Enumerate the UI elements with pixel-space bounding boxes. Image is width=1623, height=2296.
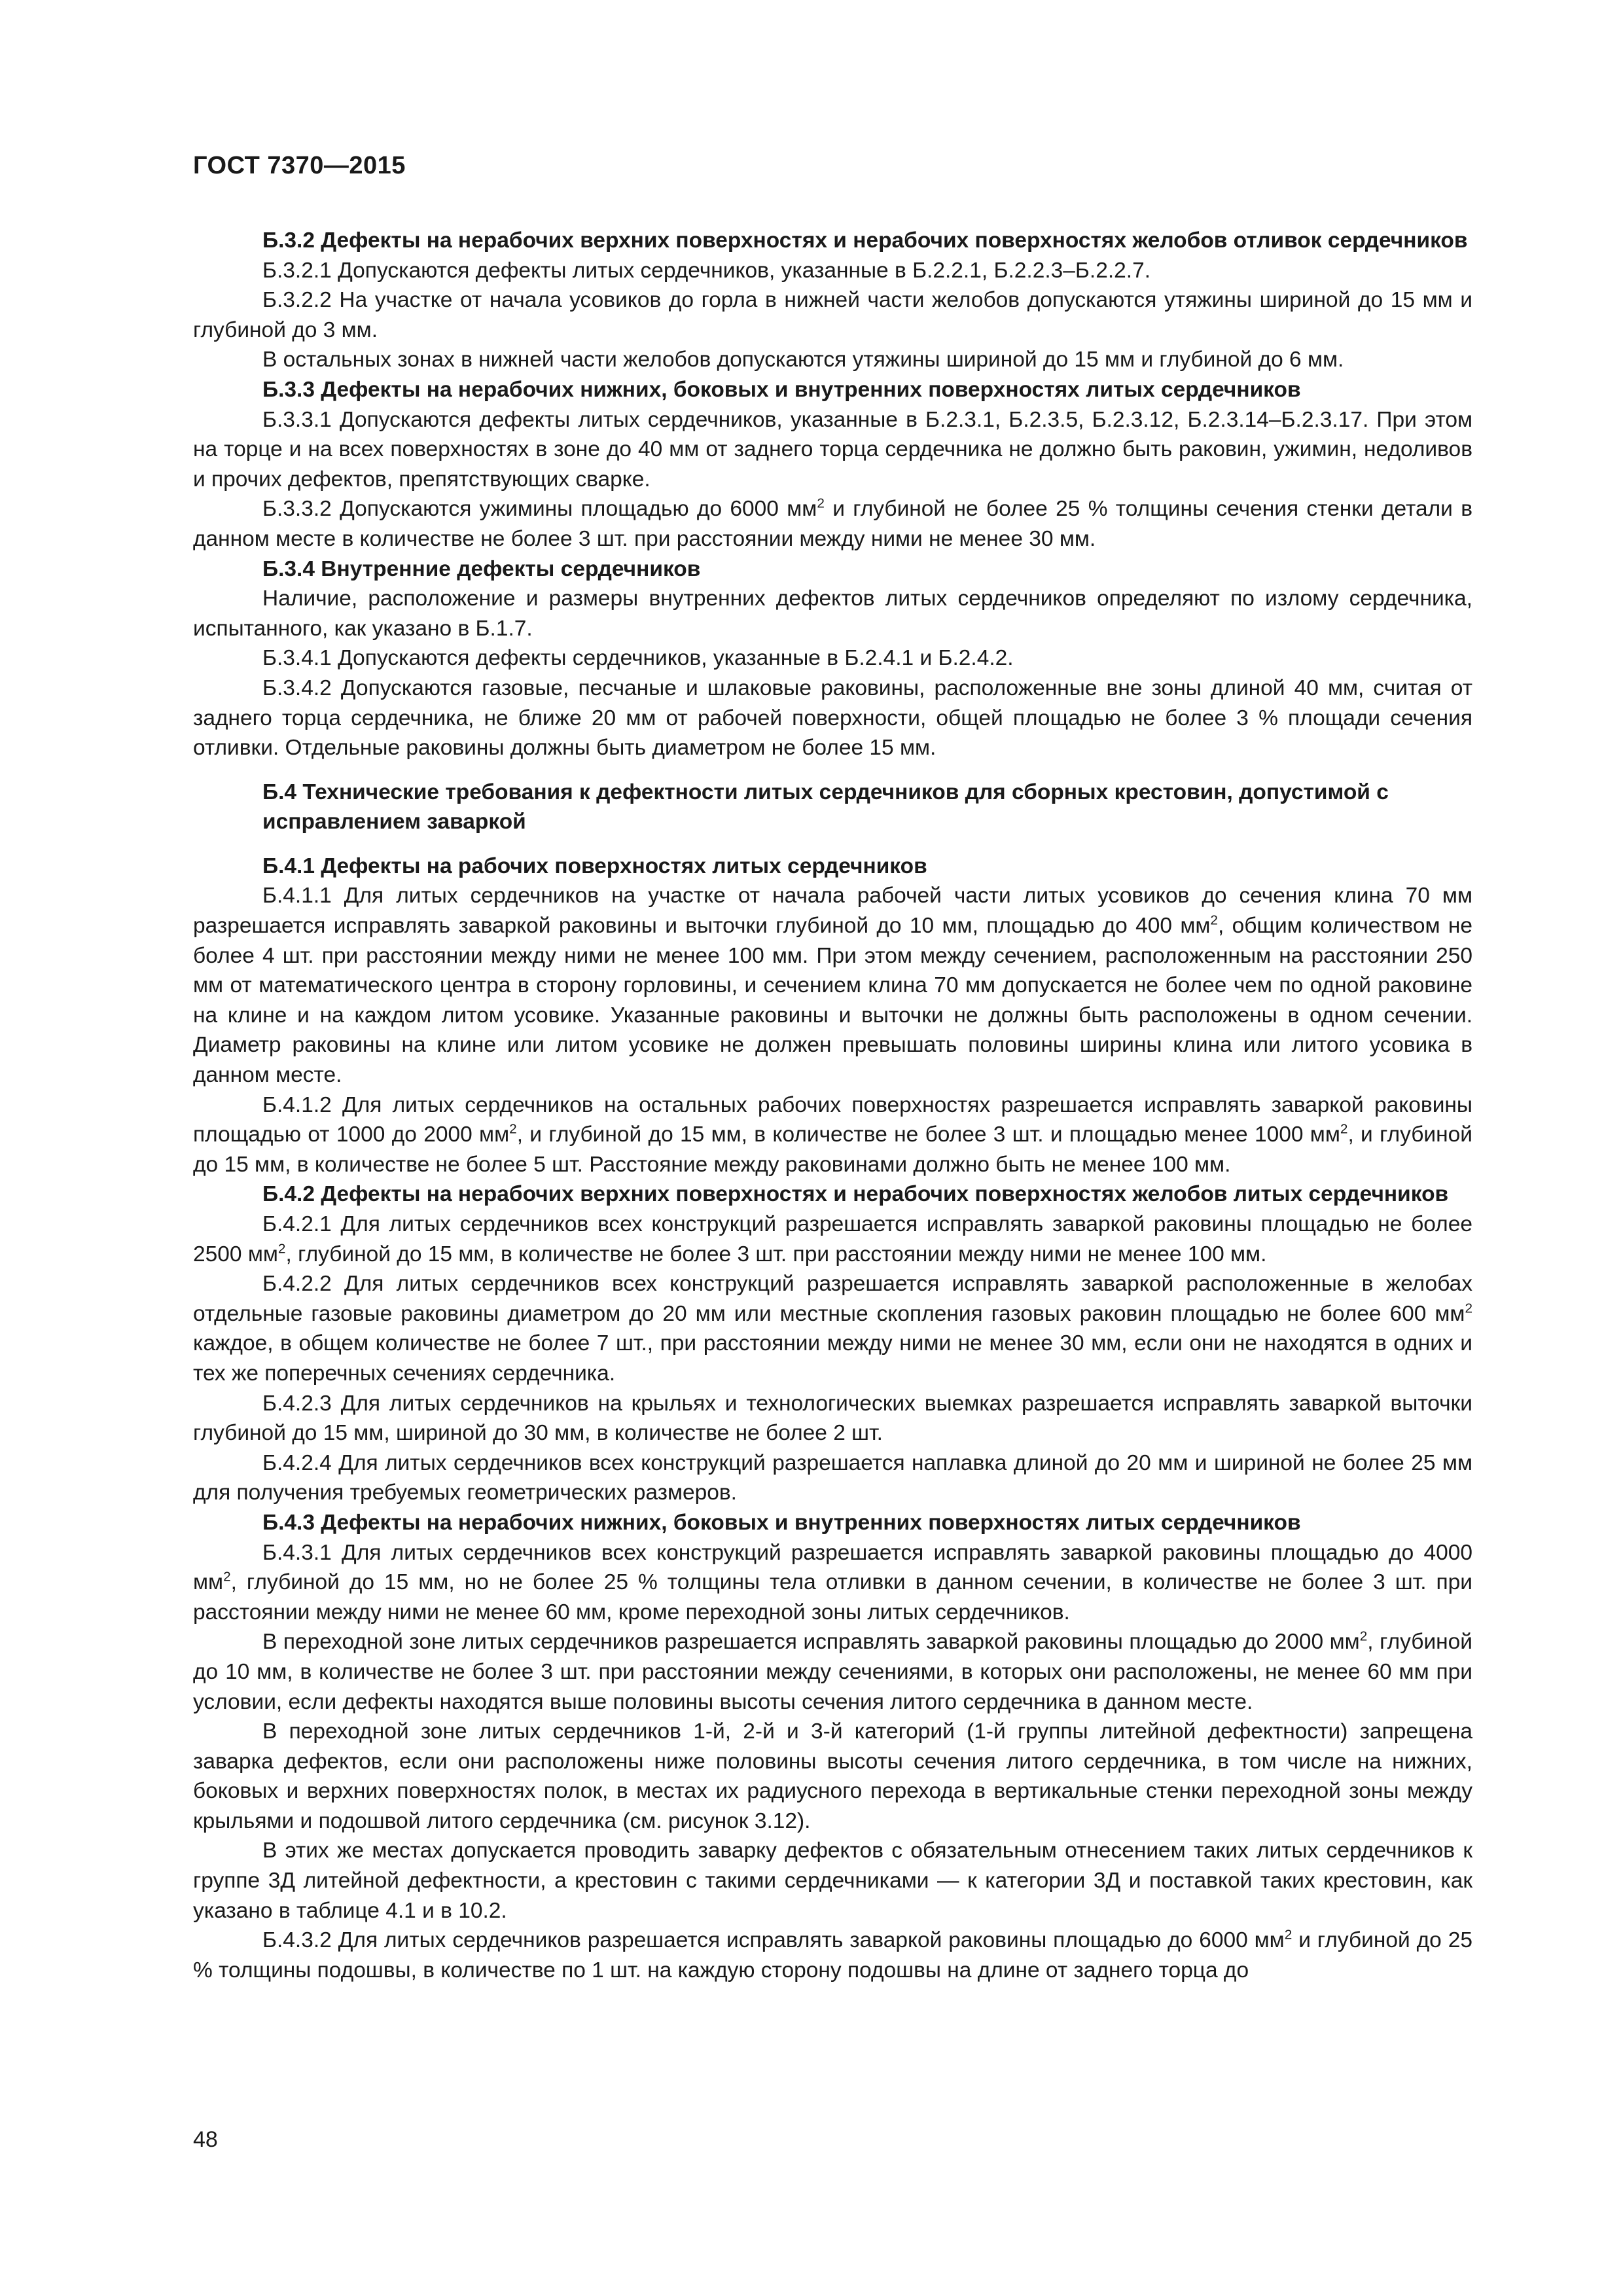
section-heading-b33: Б.3.3 Дефекты на нерабочих нижних, боковых и внутренних поверхностях литых сердечников	[262, 377, 1301, 402]
paragraph-b34-intro: Наличие, расположение и размеры внутренних дефектов литых сердечников определяют по излому сердечника, испытанного, как указано в Б.1.7.	[193, 586, 1472, 641]
section-heading-b32: Б.3.2 Дефекты на нерабочих верхних поверхностях и нерабочих поверхностях желобов отливок сердечников	[262, 228, 1468, 253]
superscript: 2	[509, 1121, 517, 1137]
paragraph-b321: Б.3.2.1 Допускаются дефекты литых сердечников, указанные в Б.2.2.1, Б.2.2.3–Б.2.2.7.	[262, 258, 1151, 283]
section-heading-b34: Б.3.4 Внутренние дефекты сердечников	[262, 556, 701, 581]
text-fragment: Б.4.2.1 Для литых сердечников всех конструкций разрешается исправлять заваркой раковины площадью не более 2500 мм	[193, 1212, 1472, 1266]
paragraph-b422	[193, 1269, 1472, 1388]
document-code-header: ГОСТ 7370—2015	[193, 152, 406, 179]
page-number: 48	[193, 2127, 218, 2152]
paragraph-b342: Б.3.4.2 Допускаются газовые, песчаные и шлаковые раковины, расположенные вне зоны длиной 40 мм, считая от заднего торца сердечника, не ближе 20 мм от рабочей поверхности, общей площадью не более 3 % площади сечения отливки. Отдельные раковины должны быть диаметром не более 15 мм.	[193, 675, 1472, 761]
superscript: 2	[1210, 912, 1218, 928]
section-heading-b43: Б.4.3 Дефекты на нерабочих нижних, боковых и внутренних поверхностях литых сердечников	[262, 1510, 1301, 1535]
text-fragment: Б.4.3.2 Для литых сердечников разрешается исправлять заваркой раковины площадью до 6000 мм	[262, 1928, 1285, 1953]
text-fragment: Б.4.1.1 Для литых сердечников на участке от начала рабочей части литых усовиков до сечения клина 70 мм разрешается исправлять заваркой раковины и выточки глубиной до 10 мм, площадью до 400 мм	[193, 884, 1472, 939]
paragraph-b411	[193, 881, 1472, 1090]
paragraph-b431-group-3d: В этих же местах допускается проводить заварку дефектов с обязательным отнесением таких литых сердечников к группе 3Д литейной дефектности, а крестовин с такими сердечниками — к категории 3Д и поставкой таких крестовин, как указано в таблице 4.1 и в 10.2.	[193, 1839, 1472, 1923]
superscript: 2	[1359, 1628, 1368, 1644]
text-fragment: и глубиной до 25 % толщины подошвы, в количестве по 1 шт. на каждую сторону подошвы на длине от заднего торца до	[193, 1928, 1472, 1982]
document-body	[193, 226, 1472, 1985]
paragraph-b432	[193, 1926, 1472, 1985]
paragraph-b431-prohibition: В переходной зоне литых сердечников 1-й, 2-й и 3-й категорий (1-й группы литейной дефектности) запрещена заварка дефектов, если они расположены ниже половины высоты сечения литого сердечника, в том числе на нижних, боковых и верхних поверхностях полок, в местах их радиусного перехода в вертикальные стенки переходной зоны между крыльями и подошвой литого сердечника (см. рисунок 3.12).	[193, 1719, 1472, 1833]
superscript: 2	[1465, 1300, 1472, 1316]
text-fragment: , глубиной до 15 мм, в количестве не более 3 шт. при расстоянии между ними не менее 100 мм.	[285, 1242, 1267, 1266]
paragraph-b332	[193, 494, 1472, 554]
text-fragment: , общим количеством не более 4 шт. при расстоянии между ними не менее 100 мм. При этом между сечением, расположенным на расстоянии 250 мм от математического центра в сторону горловины, и сечением клина 70 мм допускается не более чем по одной раковине на клине и на каждом литом усовике. Указанные раковины и выточки не должны быть расположены в одном сечении. Диаметр раковины на клине или литом усовике не должен превышать половины ширины клина или литого усовика в данном месте.	[193, 914, 1472, 1088]
paragraph-b322-other-zones: В остальных зонах в нижней части желобов допускаются утяжины шириной до 15 мм и глубиной до 6 мм.	[262, 348, 1344, 372]
superscript: 2	[277, 1241, 286, 1257]
text-fragment: В переходной зоне литых сердечников разрешается исправлять заваркой раковины площадью до 2000 мм	[262, 1630, 1360, 1655]
paragraph-b341: Б.3.4.1 Допускаются дефекты сердечников, указанные в Б.2.4.1 и Б.2.4.2.	[262, 646, 1014, 671]
paragraph-b424: Б.4.2.4 Для литых сердечников всех конструкций разрешается наплавка длиной до 20 мм и шириной не более 25 мм для получения требуемых геометрических размеров.	[193, 1450, 1472, 1505]
text-fragment: Б.3.3.2 Допускаются ужимины площадью до 6000 мм	[262, 497, 817, 522]
paragraph-b431-transition-zone	[193, 1627, 1472, 1717]
paragraph-b322: Б.3.2.2 На участке от начала усовиков до горла в нижней части желобов допускаются утяжины шириной до 15 мм и глубиной до 3 мм.	[193, 288, 1472, 342]
text-fragment: каждое, в общем количестве не более 7 шт., при расстоянии между ними не менее 30 мм, если они не находятся в одних и тех же поперечных сечениях сердечника.	[193, 1331, 1472, 1386]
paragraph-b421	[193, 1210, 1472, 1269]
text-fragment: Б.4.1.2 Для литых сердечников на остальных рабочих поверхностях разрешается исправлять заваркой раковины площадью от 1000 до 2000 мм	[193, 1092, 1472, 1147]
section-heading-b41: Б.4.1 Дефекты на рабочих поверхностях литых сердечников	[262, 853, 927, 878]
text-fragment: и глубиной не более 25 % толщины сечения стенки детали в данном месте в количестве не более 3 шт. при расстоянии между ними не менее 30 мм.	[193, 497, 1472, 551]
superscript: 2	[817, 495, 825, 511]
superscript: 2	[1340, 1121, 1348, 1137]
text-fragment: , глубиной до 15 мм, но не более 25 % толщины тела отливки в данном сечении, в количестве не более 3 шт. при расстоянии между ними не менее 60 мм, кроме переходной зоны литых сердечников.	[193, 1570, 1472, 1624]
superscript: 2	[1284, 1927, 1293, 1943]
section-heading-b42: Б.4.2 Дефекты на нерабочих верхних поверхностях и нерабочих поверхностях желобов литых сердечников	[262, 1182, 1449, 1207]
superscript: 2	[223, 1569, 231, 1585]
paragraph-b423: Б.4.2.3 Для литых сердечников на крыльях и технологических выемках разрешается исправлять заваркой выточки глубиной до 15 мм, шириной до 30 мм, в количестве не более 2 шт.	[193, 1391, 1472, 1446]
paragraph-b331: Б.3.3.1 Допускаются дефекты литых сердечников, указанные в Б.2.3.1, Б.2.3.5, Б.2.3.12, Б.2.3.14–Б.2.3.17. При этом на торце и на всех поверхностях в зоне до 40 мм от заднего торца сердечника не должно быть раковин, ужимин, недоливов и прочих дефектов, препятствующих сварке.	[193, 407, 1472, 492]
text-fragment: Б.4.2.2 Для литых сердечников всех конструкций разрешается исправлять заваркой расположенные в желобах отдельные газовые раковины диаметром до 20 мм или местные скопления газовых раковин площадью не более 600 мм	[193, 1272, 1472, 1326]
section-heading-b4: Б.4 Технические требования к дефектности литых сердечников для сборных крестовин, допустимой с исправлением заваркой	[262, 780, 1389, 834]
text-fragment: , и глубиной до 15 мм, в количестве не более 5 шт. Расстояние между раковинами должно быть не менее 100 мм.	[193, 1122, 1472, 1177]
paragraph-b412	[193, 1090, 1472, 1180]
text-fragment: , и глубиной до 15 мм, в количестве не более 3 шт. и площадью менее 1000 мм	[516, 1122, 1340, 1147]
paragraph-b431	[193, 1538, 1472, 1628]
text-fragment: , глубиной до 10 мм, в количестве не более 3 шт. при расстоянии между сечениями, в которых они расположены, не менее 60 мм при условии, если дефекты находятся выше половины высоты сечения литого сердечника в данном месте.	[193, 1630, 1473, 1714]
text-fragment: Б.4.3.1 Для литых сердечников всех конструкций разрешается исправлять заваркой раковины площадью до 4000 мм	[193, 1540, 1472, 1595]
